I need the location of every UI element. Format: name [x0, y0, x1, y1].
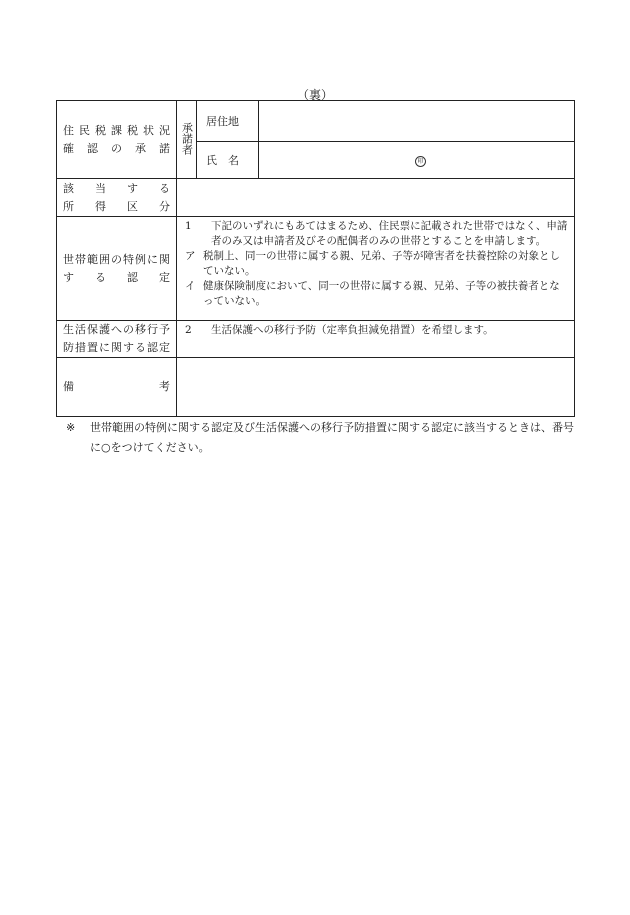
- protection-row: [57, 321, 575, 358]
- household-paragraph: [185, 219, 568, 249]
- household-item-i-mark: イ: [185, 280, 196, 292]
- page-side-label: （裏）: [296, 88, 333, 102]
- consent-header-line-1: 住民税課税状況: [63, 123, 170, 137]
- household-header-cell: [57, 217, 177, 321]
- income-header-line-2: 所得区分: [63, 199, 170, 213]
- consent-header-cell: [57, 101, 177, 179]
- remarks-row: [57, 358, 575, 417]
- household-paragraph-text: 下記のいずれにもあてはまるため、住民票に記載された世帯ではなく、申請者のみ又は申請者及びその配偶者のみの世帯とすることを申請します。: [211, 220, 568, 247]
- household-item-a-mark: ア: [185, 250, 196, 262]
- seal-icon: 印: [415, 156, 426, 167]
- protection-header-line-1: 生活保護への移行予: [63, 323, 170, 336]
- household-item-a-text: 税制上、同一の世帯に属する親、兄弟、子等が障害者を扶養控除の対象としていない。: [203, 250, 560, 277]
- household-item-i: [185, 279, 568, 309]
- name-field[interactable]: [259, 142, 575, 179]
- household-item-i-text: 健康保険制度において、同一の世帯に属する親、兄弟、子等の被扶養者となっていない。: [203, 280, 560, 307]
- income-header-cell: [57, 179, 177, 217]
- remarks-header-cell: [57, 358, 177, 417]
- footnote-text: 世帯範囲の特例に関する認定及び生活保護への移行予防措置に関する認定に該当するときは、番号に○をつけてください。: [90, 421, 574, 454]
- household-header-line-1: 世帯範囲の特例に関: [63, 252, 170, 266]
- household-item-a: [185, 249, 568, 279]
- protection-header-line-2: 防措置に関する認定: [63, 341, 170, 354]
- consenter-label-cell: [177, 101, 197, 179]
- consent-address-row: [57, 101, 575, 142]
- income-row: [57, 179, 575, 217]
- protection-header-cell: [57, 321, 177, 358]
- protection-line: [185, 323, 568, 338]
- protection-text: 生活保護への移行予防（定率負担減免措置）を希望します。: [211, 324, 494, 336]
- household-row: [57, 217, 575, 321]
- consenter-label: 承諾者: [180, 121, 194, 155]
- income-header-line-1: 該当する: [63, 181, 170, 195]
- remarks-field[interactable]: [177, 358, 575, 417]
- income-field[interactable]: [177, 179, 575, 217]
- consent-header-line-2: 確認の承諾: [63, 141, 170, 155]
- household-number: 1: [185, 220, 192, 232]
- footnote: [66, 418, 576, 458]
- household-header-line-2: する認定: [63, 270, 170, 284]
- address-label: 居住地: [197, 101, 259, 142]
- protection-number: 2: [185, 324, 192, 336]
- remarks-header: 備考: [63, 380, 170, 393]
- address-field[interactable]: [259, 101, 575, 142]
- application-form-table: [56, 100, 575, 417]
- household-body[interactable]: [177, 217, 575, 321]
- footnote-mark: ※: [66, 421, 76, 434]
- name-label: 氏 名: [197, 142, 259, 179]
- protection-body[interactable]: [177, 321, 575, 358]
